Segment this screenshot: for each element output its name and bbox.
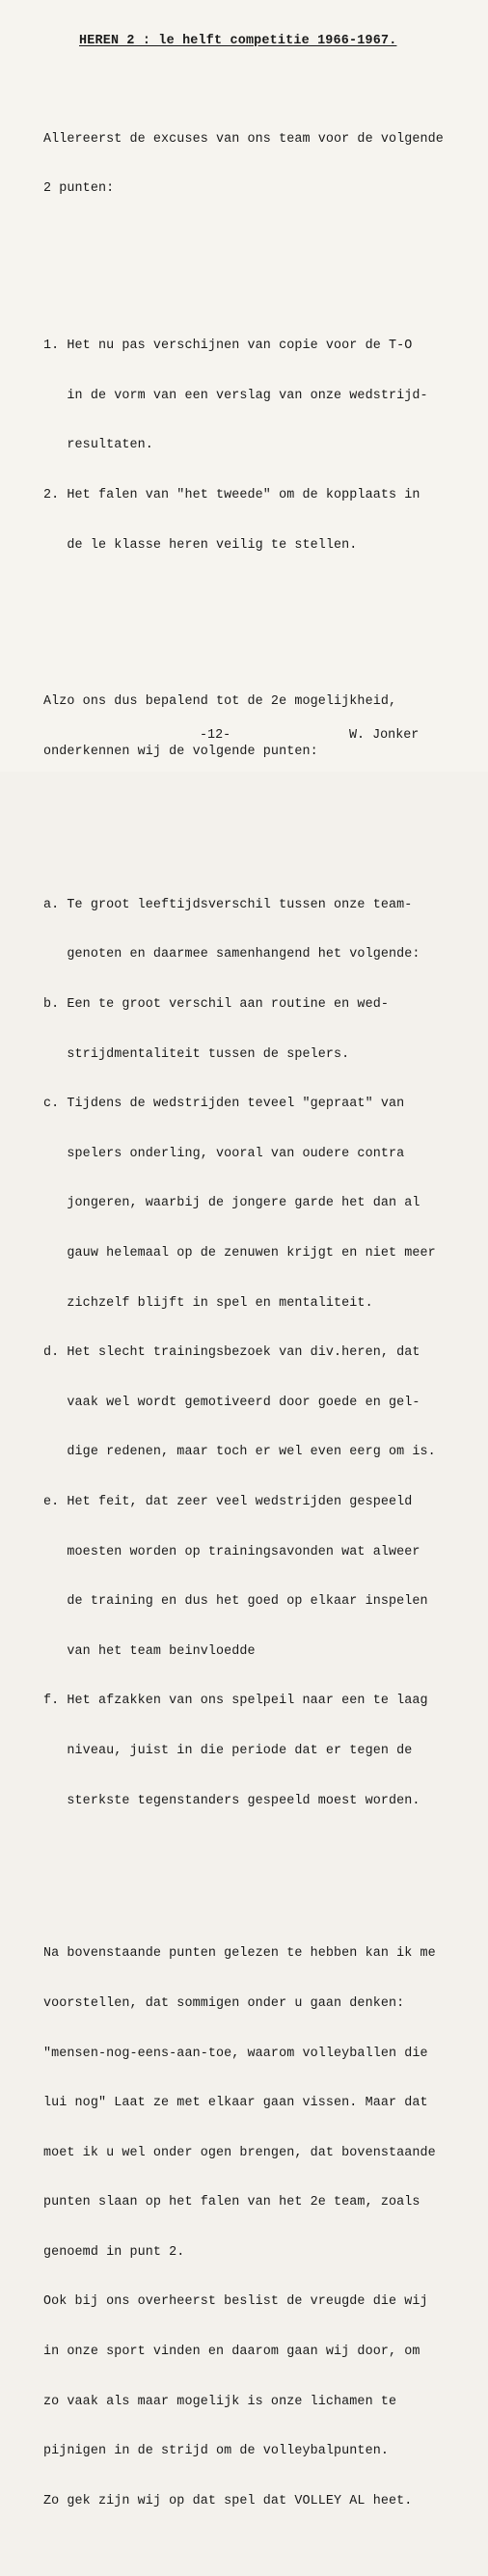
text-line: Na bovenstaande punten gelezen te hebben kan ik me	[43, 1946, 436, 1962]
list-item-line: 2. Het falen van "het tweede" om de kopplaats in	[43, 488, 420, 502]
text-line: "mensen-nog-eens-aan-toe, waarom volleyballen die	[43, 2046, 428, 2061]
list-item-line: in de vorm van een verslag van onze wedstrijd-	[43, 388, 428, 403]
text-line: Ook bij ons overheerst beslist de vreugde die wij	[43, 2294, 428, 2310]
list-item-line: b. Een te groot verschil aan routine en wed-	[43, 997, 389, 1012]
text-line: Allereerst de excuses van ons team voor de volgende	[43, 131, 444, 147]
list-item-line: 1. Het nu pas verschijnen van copie voor de T-O	[43, 339, 413, 354]
intro-paragraph	[43, 97, 477, 230]
list-item-line: e. Het feit, dat zeer veel wedstrijden gespeeld	[43, 1494, 413, 1509]
list-item-line: dige redenen, maar toch er wel even eerg om is.	[43, 1445, 436, 1460]
list-item-line: f. Het afzakken van ons spelpeil naar een te laag	[43, 1694, 428, 1709]
text-line: pijnigen in de strijd om de volleybalpunten.	[43, 2444, 389, 2459]
list-item-line: gauw helemaal op de zenuwen krijgt en niet meer	[43, 1245, 436, 1261]
list-item-line: moesten worden op trainingsavonden wat alweer	[43, 1544, 420, 1559]
list-item-line: van het team beinvloedde	[43, 1643, 256, 1659]
closing-paragraph	[43, 1912, 477, 2543]
list-item-line: d. Het slecht trainingsbezoek van div.heren, dat	[43, 1345, 420, 1361]
text-line: lui nog" Laat ze met elkaar gaan vissen. Maar dat	[43, 2096, 428, 2111]
text-line: punten slaan op het falen van het 2e team, zoals	[43, 2195, 420, 2210]
list-item-line: c. Tijdens de wedstrijden teveel "gepraat" van	[43, 1097, 405, 1112]
text-line: genoemd in punt 2.	[43, 2244, 185, 2260]
author-signature: W. Jonker	[349, 728, 420, 743]
list-item-line: jongeren, waarbij de jongere garde het dan al	[43, 1196, 420, 1211]
list-item-line: strijdmentaliteit tussen de spelers.	[43, 1046, 350, 1062]
body-text	[43, 65, 477, 2576]
list-item-line: a. Te groot leeftijdsverschil tussen onze team-	[43, 897, 413, 912]
text-line: Alzo ons dus bepalend tot de 2e mogelijkheid,	[43, 694, 397, 710]
list-item-line: zichzelf blijft in spel en mentaliteit.	[43, 1295, 373, 1311]
list-item-line: de training en dus het goed op elkaar inspelen	[43, 1594, 428, 1610]
conclusion-intro-paragraph	[43, 661, 477, 794]
page-number: -12-	[200, 728, 231, 743]
points-list	[43, 305, 477, 586]
text-line: 2 punten:	[43, 181, 115, 197]
text-line: moet ik u wel onder ogen brengen, dat bovenstaande	[43, 2145, 436, 2160]
list-item-line: genoten en daarmee samenhangend het volgende:	[43, 947, 420, 963]
text-line: onderkennen wij de volgende punten:	[43, 745, 318, 759]
text-line: voorstellen, dat sommigen onder u gaan denken:	[43, 1995, 405, 2011]
text-line: Zo gek zijn wij op dat spel dat VOLLEY AL heet.	[43, 2493, 413, 2508]
list-item-line: niveau, juist in die periode dat er tegen de	[43, 1743, 413, 1758]
list-item-line: resultaten.	[43, 438, 153, 453]
list-item-line: vaak wel wordt gemotiveerd door goede en gel-	[43, 1395, 420, 1410]
list-item-line: spelers onderling, vooral van oudere contra	[43, 1146, 405, 1161]
text-line: in onze sport vinden en daarom gaan wij door, om	[43, 2345, 420, 2360]
text-line: zo vaak als maar mogelijk is onze lichamen te	[43, 2394, 397, 2409]
list-item-line: de le klasse heren veilig te stellen.	[43, 537, 358, 553]
list-item-line: sterkste tegenstanders gespeeld moest worden.	[43, 1793, 420, 1808]
reasons-list	[43, 863, 477, 1842]
page-title: HEREN 2 : le helft competitie 1966-1967.	[79, 34, 397, 48]
